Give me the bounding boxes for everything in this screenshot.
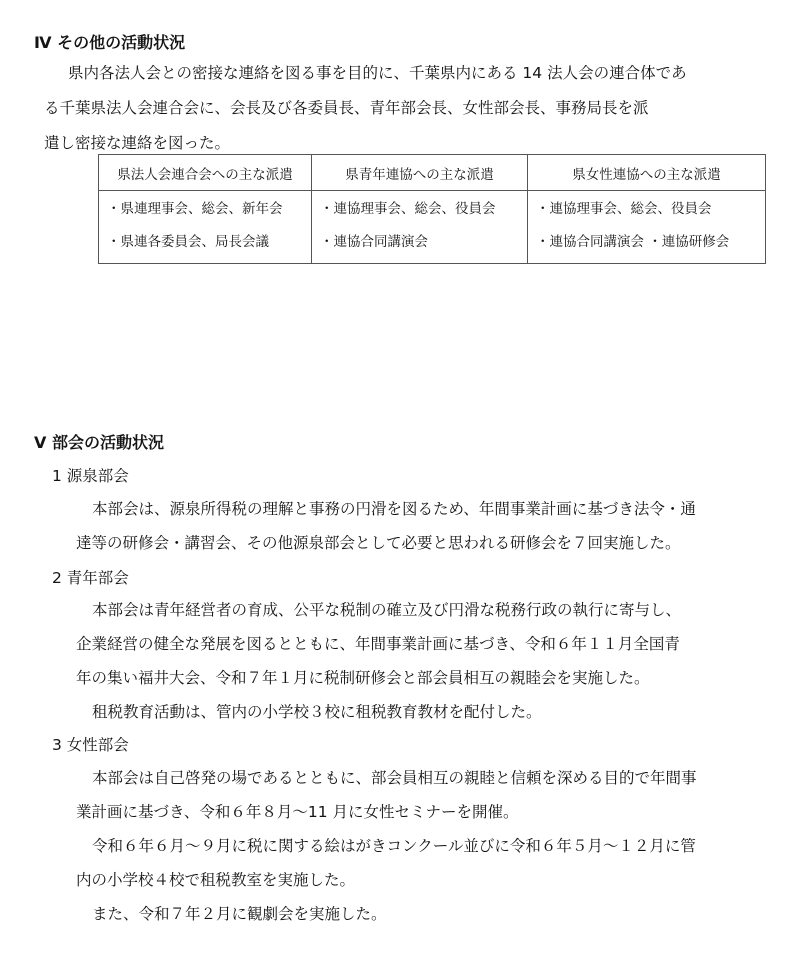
body-line: 本部会は自己啓発の場であるとともに、部会員相互の親睦と信頼を深める目的で年間事 <box>92 769 697 787</box>
body-line: 業計画に基づき、令和６年８月～11 月に女性セミナーを開催。 <box>76 803 519 821</box>
subsection-body-gensen <box>76 492 696 560</box>
section-4-title: Ⅳ その他の活動状況 <box>34 33 186 52</box>
table-cell <box>312 191 528 264</box>
subsection-body-seinen <box>76 593 681 729</box>
table-header-cell: 県青年連協への主な派遣 <box>312 155 528 191</box>
table-cell <box>528 191 766 264</box>
cell-item: ・県連各委員会、局長会議 <box>107 234 269 250</box>
dispatch-table <box>98 154 766 264</box>
paragraph-line: 遣し密接な連絡を図った。 <box>44 134 231 152</box>
table-header-row <box>99 155 766 191</box>
cell-item: ・県連理事会、総会、新年会 <box>107 201 283 217</box>
body-line: 本部会は青年経営者の育成、公平な税制の確立及び円滑な税務行政の執行に寄与し、 <box>92 601 682 619</box>
table-cell <box>99 191 312 264</box>
subsection-heading-gensen: 1 源泉部会 <box>52 467 129 485</box>
subsection-body-josei <box>76 761 697 931</box>
subsection-heading-seinen: 2 青年部会 <box>52 569 129 587</box>
table-header-cell: 県女性連協への主な派遣 <box>528 155 766 191</box>
body-line: 年の集い福井大会、令和７年１月に税制研修会と部会員相互の親睦会を実施した。 <box>76 669 650 687</box>
body-line: 本部会は、源泉所得税の理解と事務の円滑を図るため、年間事業計画に基づき法令・通 <box>92 500 696 518</box>
cell-item: ・連協合同講演会 <box>320 234 428 250</box>
body-line: 内の小学校４校で租税教室を実施した。 <box>76 871 356 889</box>
body-line: 租税教育活動は、管内の小学校３校に租税教育教材を配付した。 <box>92 703 542 721</box>
body-line: 企業経営の健全な発展を図るとともに、年間事業計画に基づき、令和６年１１月全国青 <box>76 635 680 653</box>
cell-item: ・連協理事会、総会、役員会 <box>536 201 712 217</box>
section-5-title: Ⅴ 部会の活動状況 <box>34 433 164 452</box>
paragraph-line: る千葉県法人会連合会に、会長及び各委員長、青年部会長、女性部会長、事務局長を派 <box>44 99 649 117</box>
body-line: 達等の研修会・講習会、その他源泉部会として必要と思われる研修会を７回実施した。 <box>76 534 681 552</box>
paragraph-line: 県内各法人会との密接な連絡を図る事を目的に、千葉県内にある 14 法人会の連合体であ <box>68 64 687 82</box>
table-header-cell: 県法人会連合会への主な派遣 <box>99 155 312 191</box>
section-4-paragraph <box>44 56 764 161</box>
table-row <box>99 191 766 264</box>
subsection-heading-josei: 3 女性部会 <box>52 736 129 754</box>
body-line: 令和６年６月～９月に税に関する絵はがきコンクール並びに令和６年５月～１２月に管 <box>92 837 696 855</box>
cell-item: ・連協理事会、総会、役員会 <box>320 201 496 217</box>
cell-item: ・連協合同講演会 ・連協研修会 <box>536 234 730 250</box>
body-line: また、令和７年２月に観劇会を実施した。 <box>92 905 387 923</box>
